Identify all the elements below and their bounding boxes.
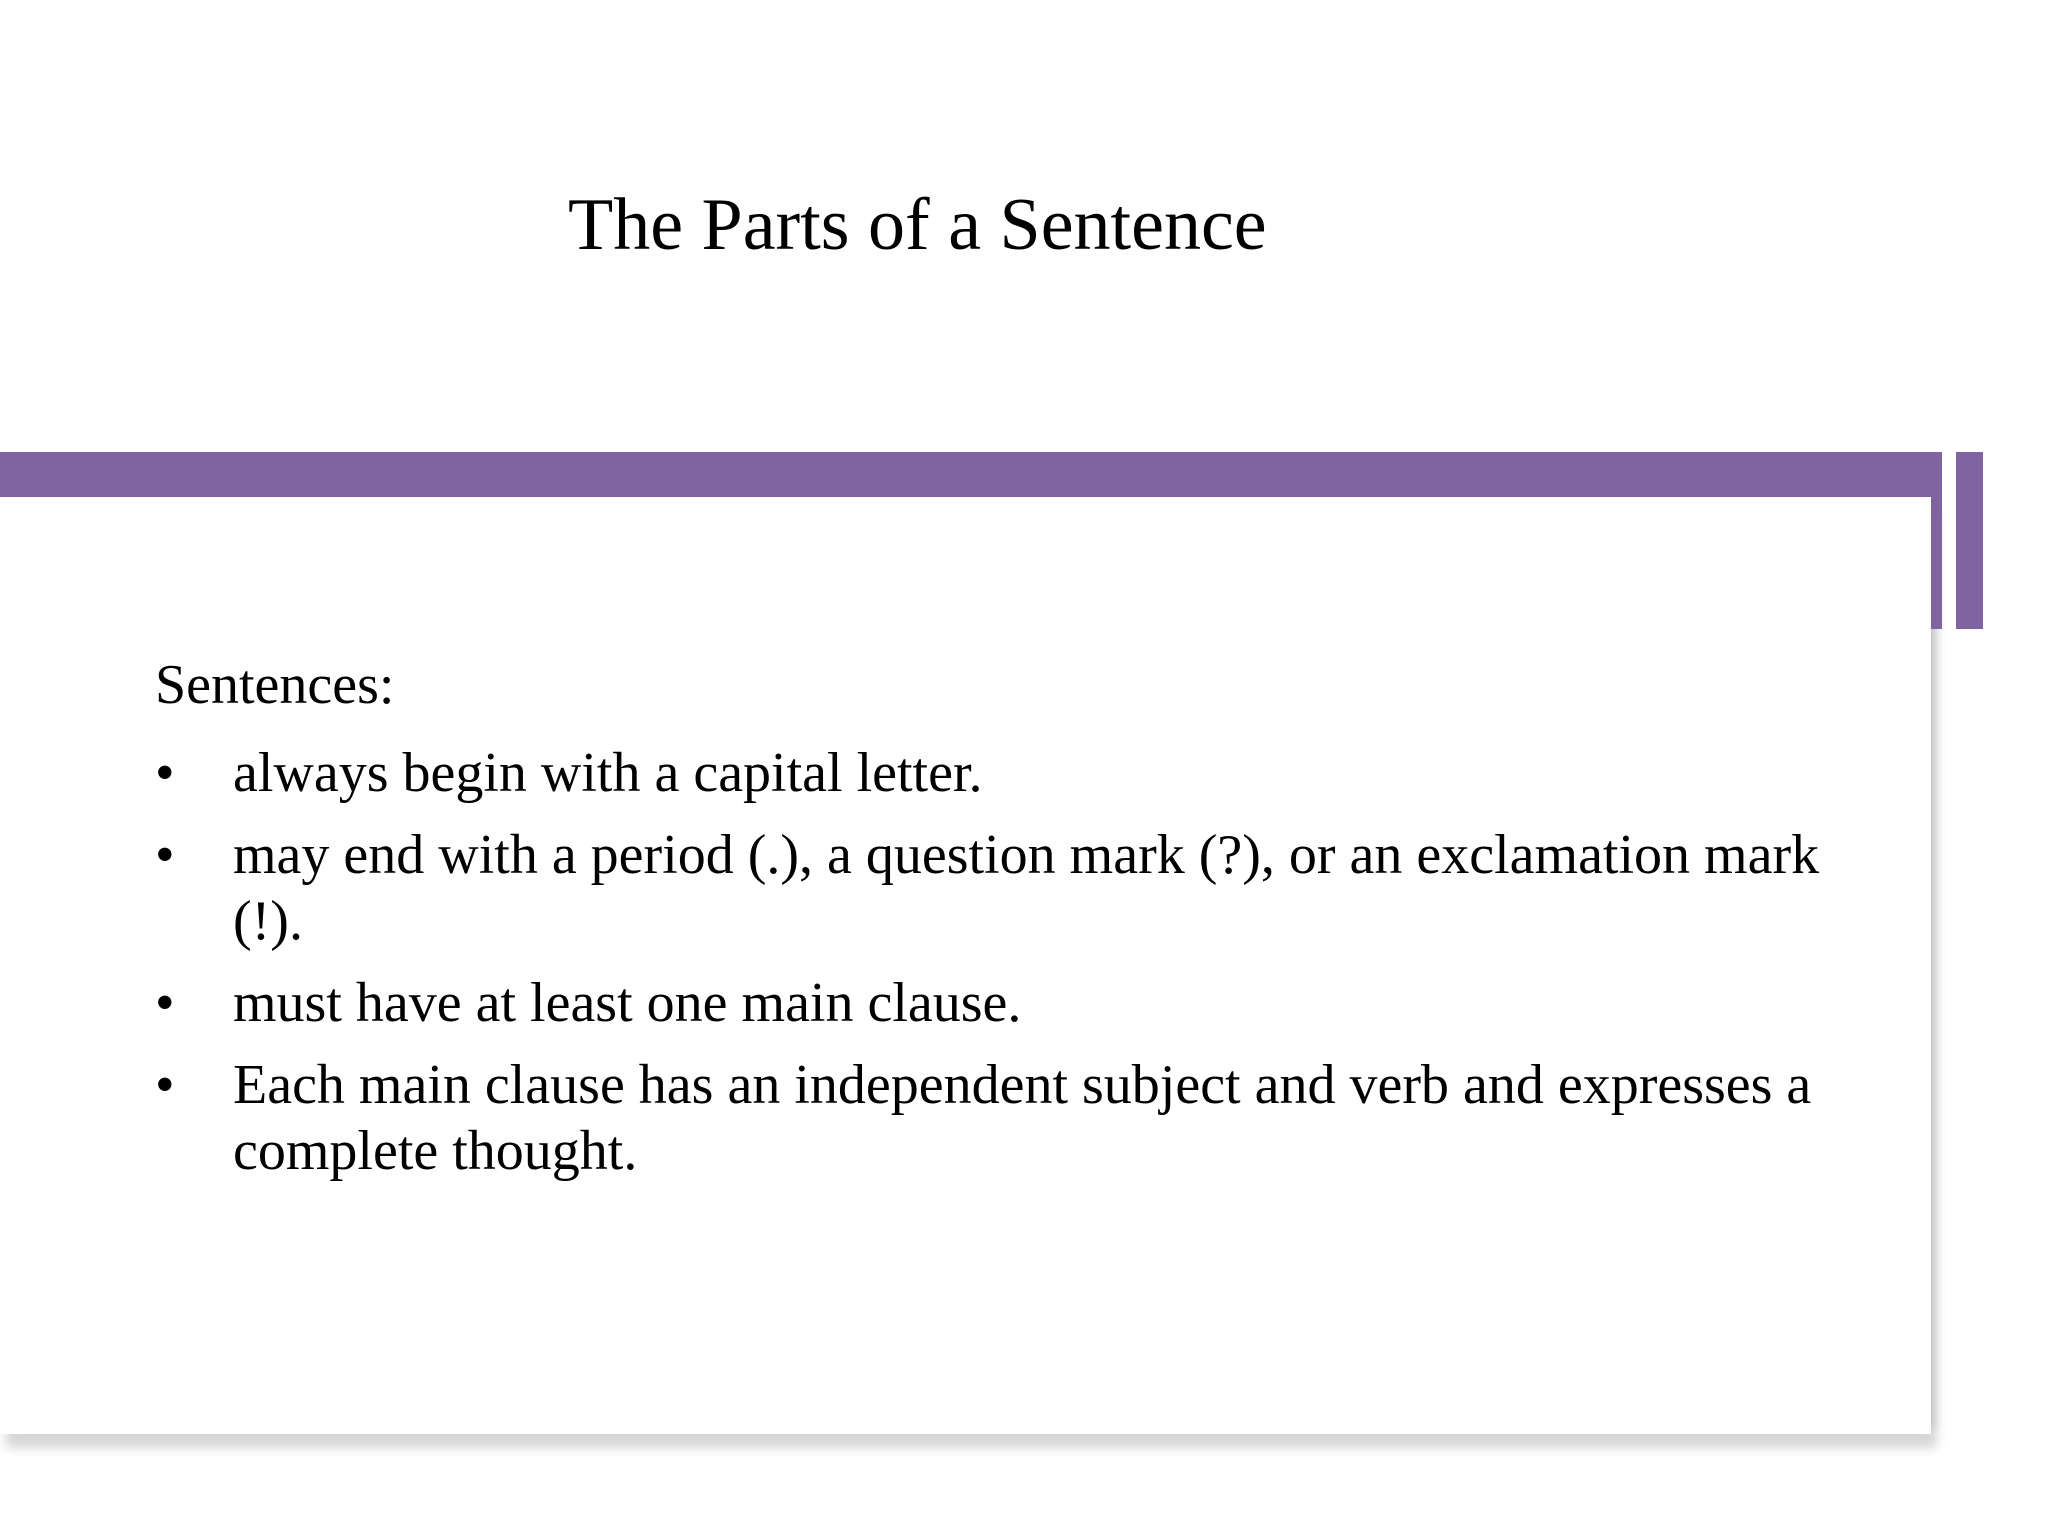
accent-bar (0, 452, 1942, 497)
bullet-icon: • (155, 1054, 175, 1116)
slide-body (155, 652, 1835, 1200)
bullet-icon: • (155, 742, 175, 804)
bullet-icon: • (155, 972, 175, 1034)
list-item (155, 1052, 1835, 1184)
slide-title: The Parts of a Sentence (568, 184, 1267, 266)
bullet-text: always begin with a capital letter. (233, 742, 983, 804)
list-item (155, 822, 1835, 954)
bullet-list (155, 740, 1835, 1184)
body-intro: Sentences: (155, 654, 395, 716)
bullet-text: may end with a period (.), a question mark (?), or an exclamation mark (!). (233, 824, 1820, 952)
list-item (155, 970, 1835, 1036)
list-item (155, 740, 1835, 806)
accent-vertical-thick (1956, 452, 1983, 629)
bullet-text: must have at least one main clause. (233, 972, 1022, 1034)
accent-vertical-thin (1931, 452, 1942, 629)
bullet-icon: • (155, 824, 175, 886)
bullet-text: Each main clause has an independent subject and verb and expresses a complete thought. (233, 1054, 1812, 1182)
